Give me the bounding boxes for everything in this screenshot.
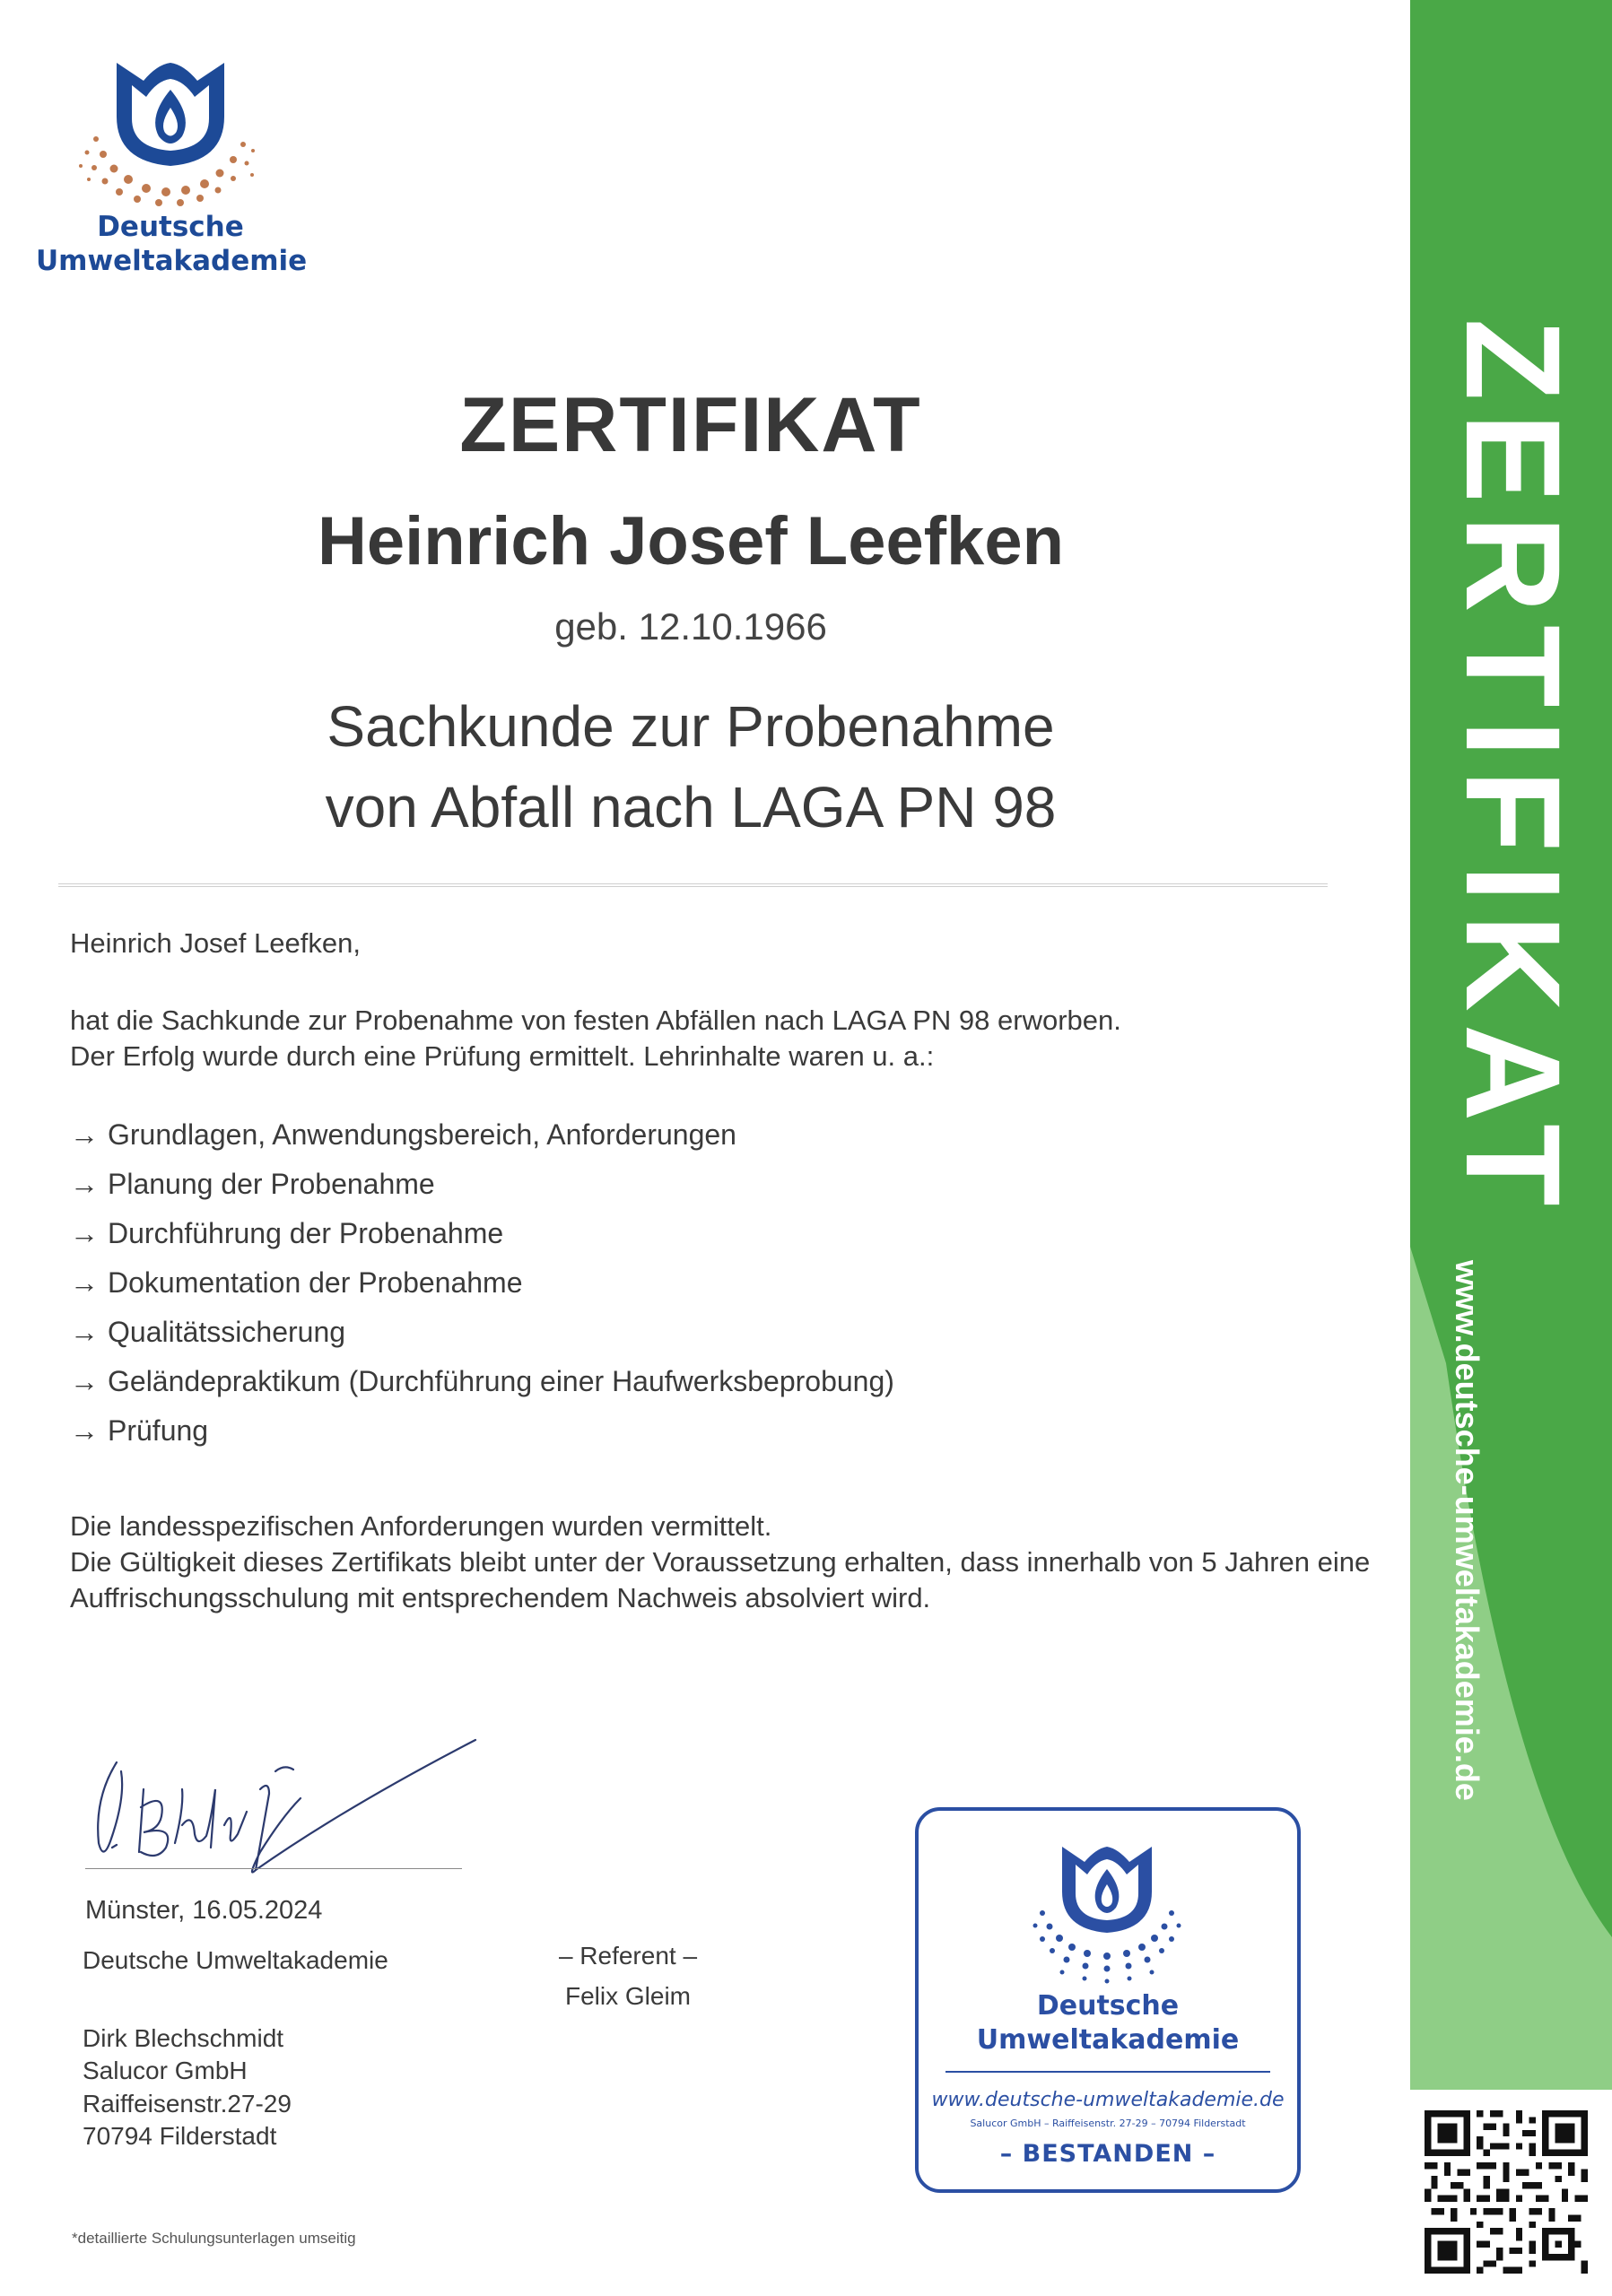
recipient-name: Heinrich Josef Leefken [317,503,1065,579]
stamp-url: www.deutsche-umweltakademie.de [931,2089,1285,2111]
arrow-icon: → [70,1316,99,1348]
arrow-icon: → [70,1365,99,1397]
validity-line1: Die landesspezifischen Anforderungen wurden vermittelt. [70,1510,772,1542]
sidebar-url: www.deutsche-umweltakademie.de [1449,1260,1486,1801]
header-divider [58,883,1328,887]
place-date: Münster, 16.05.2024 [85,1896,323,1925]
address-line: 70794 Filderstadt [83,2122,277,2150]
arrow-icon: → [70,1217,99,1249]
address-line: Dirk Blechschmidt [83,2024,284,2052]
topic-label: Planung der Probenahme [108,1168,435,1200]
list-item [70,1166,894,1215]
arrow-icon: → [70,1168,99,1200]
arrow-icon: → [70,1118,99,1151]
achievement-line2: Der Erfolg wurde durch eine Prüfung ermittelt. Lehrinhalte waren u. a.: [70,1040,935,1072]
birth-date: geb. 12.10.1966 [554,605,827,648]
list-item [70,1215,894,1265]
validity-line2: Die Gültigkeit dieses Zertifikats bleibt unter der Voraussetzung erhalten, dass innerhalb von 5 Jahren eine [70,1546,1371,1578]
topic-label: Qualitätssicherung [108,1316,346,1348]
logo-text-line1: Deutsche [97,211,244,243]
passed-stamp [915,1807,1301,2193]
stamp-status: – BESTANDEN – [999,2140,1216,2168]
topic-label: Prüfung [108,1414,209,1447]
stamp-divider [945,2071,1270,2073]
referent-name: Felix Gleim [564,1982,691,2010]
validity-paragraph [70,1509,1370,1616]
address-line: Raiffeisenstr.27-29 [83,2090,292,2118]
topic-list [70,1117,894,1462]
course-title-line2: von Abfall nach LAGA PN 98 [325,775,1057,839]
topic-label: Durchführung der Probenahme [108,1217,504,1249]
topic-label: Grundlagen, Anwendungsbereich, Anforderungen [108,1118,736,1151]
certificate-title: ZERTIFIKAT [459,382,922,468]
list-item [70,1265,894,1314]
stamp-address: Salucor GmbH – Raiffeisenstr. 27-29 – 70794 Filderstadt [970,2118,1246,2129]
signature-line [85,1868,462,1869]
arrow-icon: → [70,1266,99,1299]
stamp-line2: Umweltakademie [976,2024,1240,2056]
referent-label: – Referent – [558,1942,698,1970]
list-item [70,1413,894,1462]
validity-line3: Auffrischungsschulung mit entsprechendem Nachweis absolviert wird. [70,1582,931,1613]
stamp-logo-icon [1026,1839,1188,1987]
address-line: Salucor GmbH [83,2057,248,2084]
topic-label: Geländepraktikum (Durchführung einer Haufwerksbeprobung) [108,1365,894,1397]
logo-text-line2: Umweltakademie [36,245,308,277]
arrow-icon: → [70,1414,99,1447]
course-title-line1: Sachkunde zur Probenahme [327,694,1055,759]
list-item [70,1363,894,1413]
list-item [70,1314,894,1363]
stamp-line1: Deutsche [1036,1990,1180,2022]
greeting: Heinrich Josef Leefken, [70,927,361,959]
green-sidebar [1410,0,1612,2090]
qr-code-icon [1425,2110,1588,2274]
topic-label: Dokumentation der Probenahme [108,1266,523,1299]
footnote: *detaillierte Schulungsunterlagen umseitig [72,2230,356,2247]
academy-logo [36,54,308,296]
tulip-logo-icon [76,54,265,206]
signature-image [76,1735,489,1879]
achievement-paragraph [70,1003,1121,1074]
organization-name: Deutsche Umweltakademie [83,1946,388,1974]
list-item [70,1117,894,1166]
achievement-line1: hat die Sachkunde zur Probenahme von festen Abfällen nach LAGA PN 98 erworben. [70,1004,1121,1036]
sidebar-title: ZERTIFIKAT [1438,318,1589,1219]
course-title [54,686,1328,848]
